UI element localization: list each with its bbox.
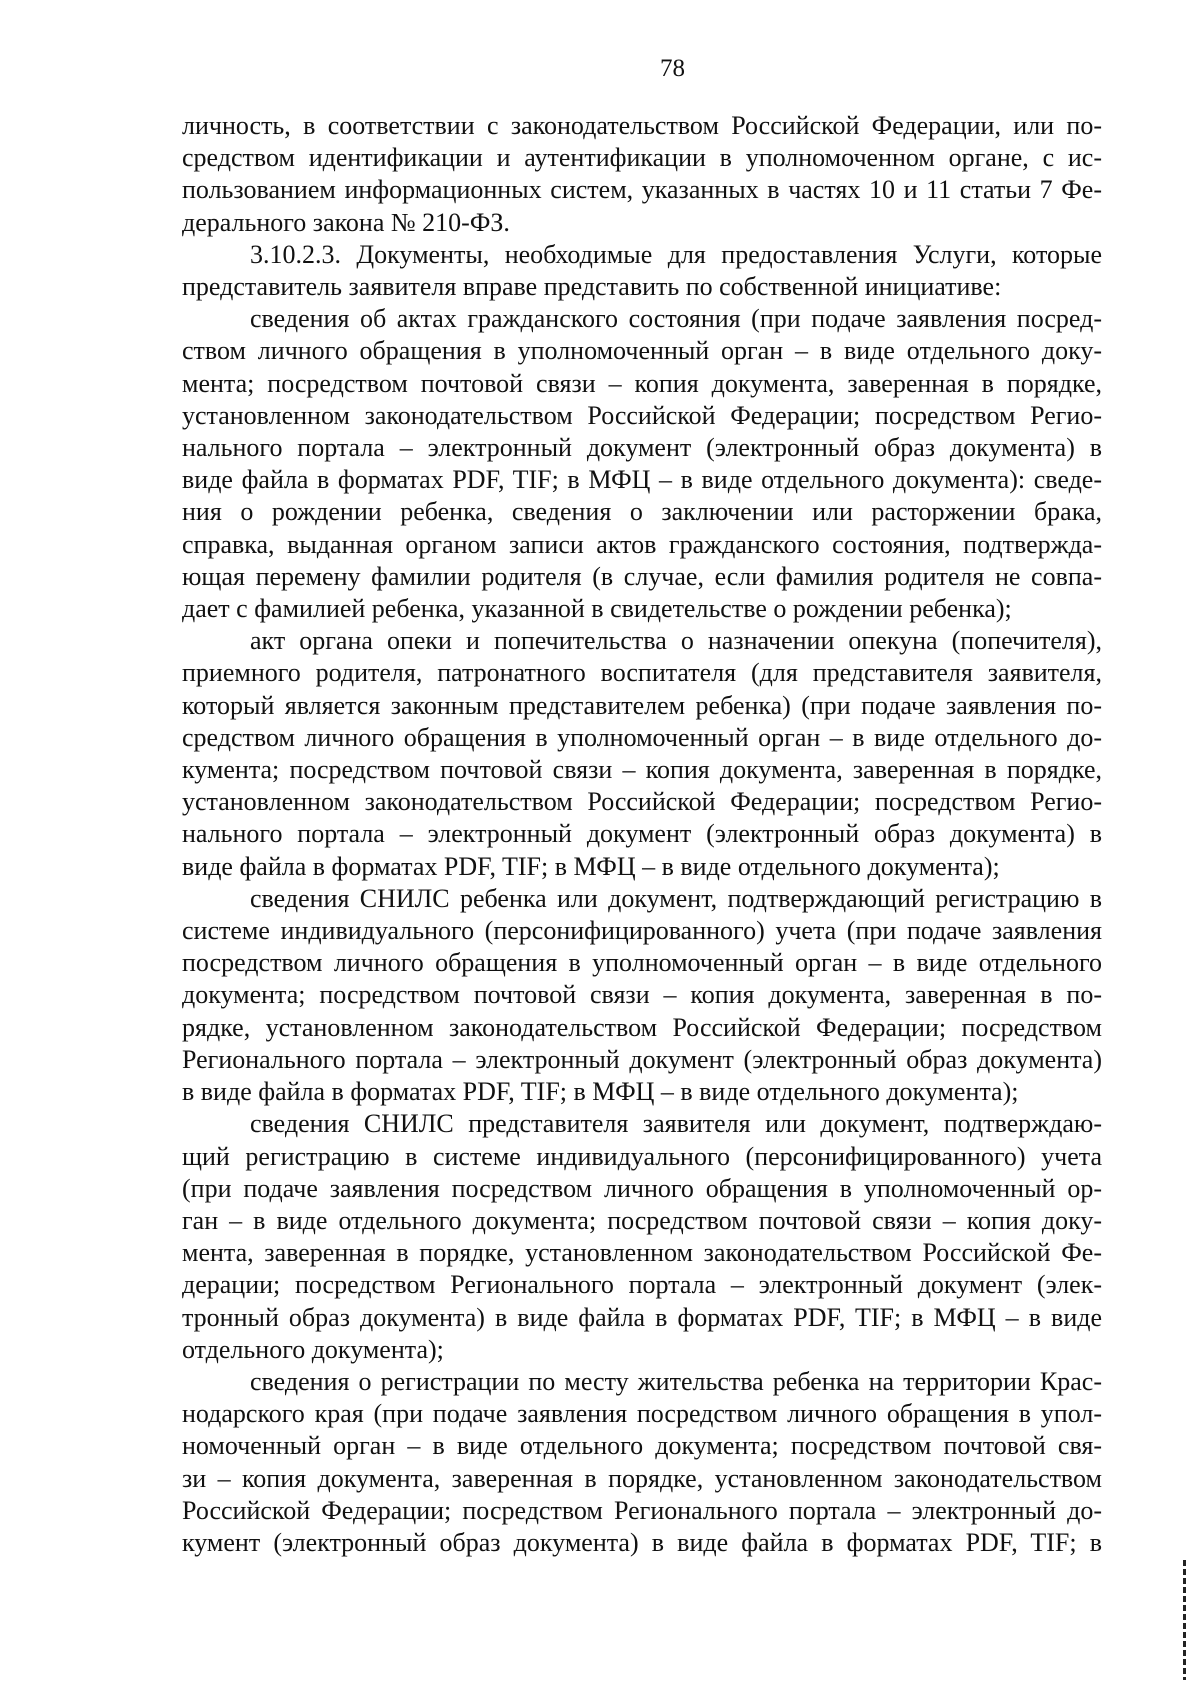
text-line: мента; посредством почтовой связи – копия документа, заверенная в порядке, bbox=[182, 368, 1102, 398]
text-line: нодарского края (при подаче заявления посредством личного обращения в упол- bbox=[182, 1399, 1102, 1429]
page-number: 78 bbox=[660, 55, 685, 82]
text-line: виде файла в форматах PDF, TIF; в МФЦ – в виде отдельного документа): сведе- bbox=[182, 465, 1102, 495]
text-line: ющая перемену фамилии родителя (в случае, если фамилия родителя не совпа- bbox=[182, 561, 1102, 591]
text-line: щий регистрацию в системе индивидуального (персонифицированного) учета bbox=[182, 1141, 1102, 1171]
text-line: кумента; посредством почтовой связи – копия документа, заверенная в порядке, bbox=[182, 755, 1102, 785]
text-line: ством личного обращения в уполномоченный орган – в виде отдельного доку- bbox=[182, 336, 1102, 366]
document-body bbox=[182, 110, 1102, 1559]
text-line: приемного родителя, патронатного воспитателя (для представителя заявителя, bbox=[182, 658, 1102, 688]
text-line: справка, выданная органом записи актов гражданского состояния, подтвержда- bbox=[182, 529, 1102, 559]
text-line: системе индивидуального (персонифицированного) учета (при подаче заявления bbox=[182, 916, 1102, 946]
text-line: мента, заверенная в порядке, установленном законодательством Российской Фе- bbox=[182, 1238, 1102, 1268]
paragraph bbox=[182, 883, 1102, 1108]
paragraph bbox=[182, 303, 1102, 625]
text-line: посредством личного обращения в уполномоченный орган – в виде отдельного bbox=[182, 948, 1102, 978]
text-line: сведения об актах гражданского состояния (при подаче заявления посред- bbox=[250, 304, 1102, 334]
paragraph bbox=[182, 1108, 1102, 1366]
text-line: отдельного документа); bbox=[182, 1334, 444, 1364]
text-line: ган – в виде отдельного документа; посредством почтовой связи – копия доку- bbox=[182, 1205, 1102, 1235]
text-line: сведения СНИЛС представителя заявителя или документ, подтверждаю- bbox=[250, 1109, 1102, 1139]
text-line: акт органа опеки и попечительства о назначении опекуна (попечителя), bbox=[250, 626, 1102, 656]
text-line: Российской Федерации; посредством Регионального портала – электронный до- bbox=[182, 1495, 1102, 1525]
text-line: нального портала – электронный документ (электронный образ документа) в bbox=[182, 819, 1102, 849]
text-line: рядке, установленном законодательством Российской Федерации; посредством bbox=[182, 1012, 1102, 1042]
text-line: ния о рождении ребенка, сведения о заключении или расторжении брака, bbox=[182, 497, 1102, 527]
text-line: средством личного обращения в уполномоченный орган – в виде отдельного до- bbox=[182, 722, 1102, 752]
text-line: установленном законодательством Российской Федерации; посредством Регио- bbox=[182, 787, 1102, 817]
scan-edge-mark bbox=[1183, 1560, 1186, 1680]
text-line: зи – копия документа, заверенная в порядке, установленном законодательством bbox=[182, 1463, 1102, 1493]
text-line: кумент (электронный образ документа) в виде файла в форматах PDF, TIF; в bbox=[182, 1527, 1102, 1557]
text-line: сведения о регистрации по месту жительства ребенка на территории Крас- bbox=[250, 1366, 1102, 1396]
text-line: пользованием информационных систем, указанных в частях 10 и 11 статьи 7 Фе- bbox=[182, 175, 1102, 205]
paragraph bbox=[182, 625, 1102, 883]
text-line: (при подаче заявления посредством личного обращения в уполномоченный ор- bbox=[182, 1173, 1102, 1203]
text-line: нального портала – электронный документ (электронный образ документа) в bbox=[182, 433, 1102, 463]
text-line: Регионального портала – электронный документ (электронный образ документа) bbox=[182, 1044, 1102, 1074]
text-line: личность, в соответствии с законодательством Российской Федерации, или по- bbox=[182, 111, 1102, 140]
text-line: дерации; посредством Регионального портала – электронный документ (элек- bbox=[182, 1270, 1102, 1300]
paragraph bbox=[182, 110, 1102, 239]
text-line: виде файла в форматах PDF, TIF; в МФЦ – в виде отдельного документа); bbox=[182, 851, 1000, 881]
text-line: 3.10.2.3. Документы, необходимые для предоставления Услуги, которые bbox=[250, 239, 1102, 269]
text-line: представитель заявителя вправе представить по собственной инициативе: bbox=[182, 272, 1002, 302]
text-line: номоченный орган – в виде отдельного документа; посредством почтовой свя- bbox=[182, 1431, 1102, 1461]
text-line: установленном законодательством Российской Федерации; посредством Регио- bbox=[182, 400, 1102, 430]
paragraph bbox=[182, 239, 1102, 303]
text-line: документа; посредством почтовой связи – копия документа, заверенная в по- bbox=[182, 980, 1102, 1010]
text-line: который является законным представителем ребенка) (при подаче заявления по- bbox=[182, 690, 1102, 720]
text-line: тронный образ документа) в виде файла в форматах PDF, TIF; в МФЦ – в виде bbox=[182, 1302, 1102, 1332]
paragraph bbox=[182, 1366, 1102, 1559]
text-line: в виде файла в форматах PDF, TIF; в МФЦ – в виде отдельного документа); bbox=[182, 1077, 1019, 1107]
text-line: сведения СНИЛС ребенка или документ, подтверждающий регистрацию в bbox=[250, 883, 1102, 913]
text-line: средством идентификации и аутентификации в уполномоченном органе, с ис- bbox=[182, 143, 1102, 173]
text-line: дерального закона № 210-ФЗ. bbox=[182, 207, 510, 237]
text-line: дает с фамилией ребенка, указанной в свидетельстве о рождении ребенка); bbox=[182, 594, 1012, 624]
